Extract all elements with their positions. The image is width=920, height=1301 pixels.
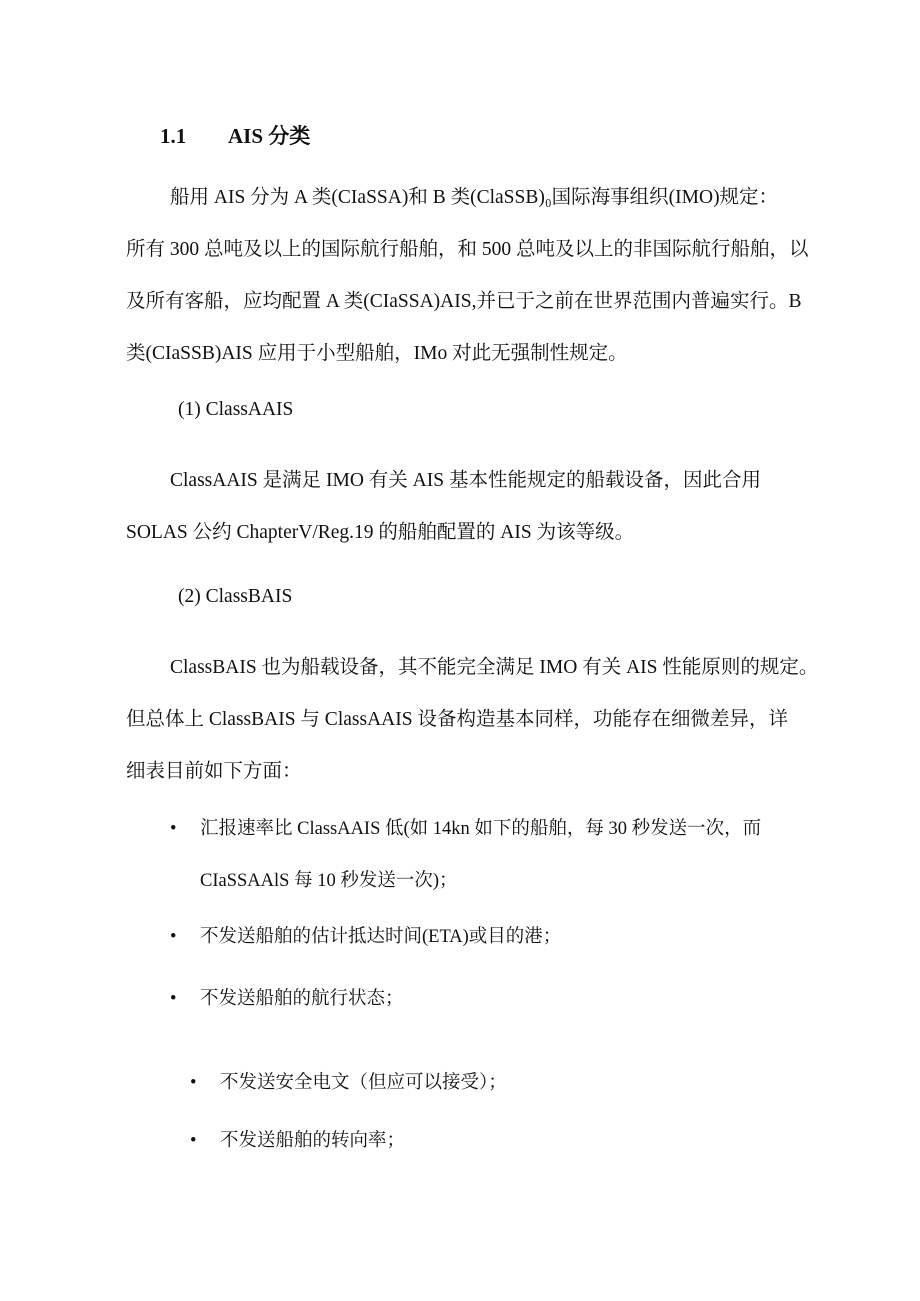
class-a-heading: (1) ClassAAIS [178,399,294,420]
bullet-marker: • [170,927,177,947]
bullet-text: 不发送船舶的估计抵达时间(ETA)或目的港； [200,927,562,947]
paragraph-line: ClassAAIS 是满足 IMO 有关 AIS 基本性能规定的船载设备，因此合用 [170,470,761,491]
class-b-paragraph [126,642,819,798]
intro-paragraph [126,172,809,380]
paragraph-line: 船用 AIS 分为 A 类(CIaSSA)和 B 类(ClaSSB)₀国际海事组织(IMO)规定： [170,187,779,208]
bullet-item [170,973,404,1025]
paragraph-line: ClassBAIS 也为船载设备，其不能完全满足 IMO 有关 AIS 性能原则的规定。 [170,657,819,678]
section-heading [160,118,310,154]
bullet-marker: • [170,819,177,839]
paragraph-line: 细表目前如下方面： [126,761,302,782]
bullet-text: 汇报速率比 ClassAAIS 低(如 14kn 如下的船舶，每 30 秒发送一次，而 [200,819,762,839]
section-title: AIS 分类 [228,124,311,148]
paragraph-line: 类(CIaSSB)AIS 应用于小型船舶，IMo 对此无强制性规定。 [126,343,628,364]
bullet-marker: • [190,1073,197,1093]
bullet-item [190,1115,405,1167]
paragraph-line: SOLAS 公约 ChapterV/Reg.19 的船舶配置的 AIS 为该等级。 [126,522,635,543]
bullet-text: CIaSSAAlS 每 10 秒发送一次)； [200,871,458,891]
paragraph-line: 所有 300 总吨及以上的国际航行船舶，和 500 总吨及以上的非国际航行船舶，以 [126,239,809,260]
bullet-text: 不发送船舶的转向率； [220,1131,406,1151]
bullet-item [170,803,761,907]
bullet-text: 不发送船舶的航行状态； [200,989,404,1009]
section-number: 1.1 [160,124,187,148]
paragraph-line: 但总体上 ClassBAIS 与 ClassAAIS 设备构造基本同样，功能存在细微差异，详 [126,709,788,730]
bullet-marker: • [190,1131,197,1151]
bullet-item [170,911,561,963]
paragraph-line: 及所有客船，应均配置 A 类(CIaSSA)AIS,并已于之前在世界范围内普遍实行。B [126,291,802,312]
class-b-heading: (2) ClassBAIS [178,586,293,607]
class-a-paragraph [126,455,806,559]
bullet-marker: • [170,989,177,1009]
bullet-item [190,1057,507,1109]
bullet-text: 不发送安全电文（但应可以接受）； [220,1073,507,1093]
